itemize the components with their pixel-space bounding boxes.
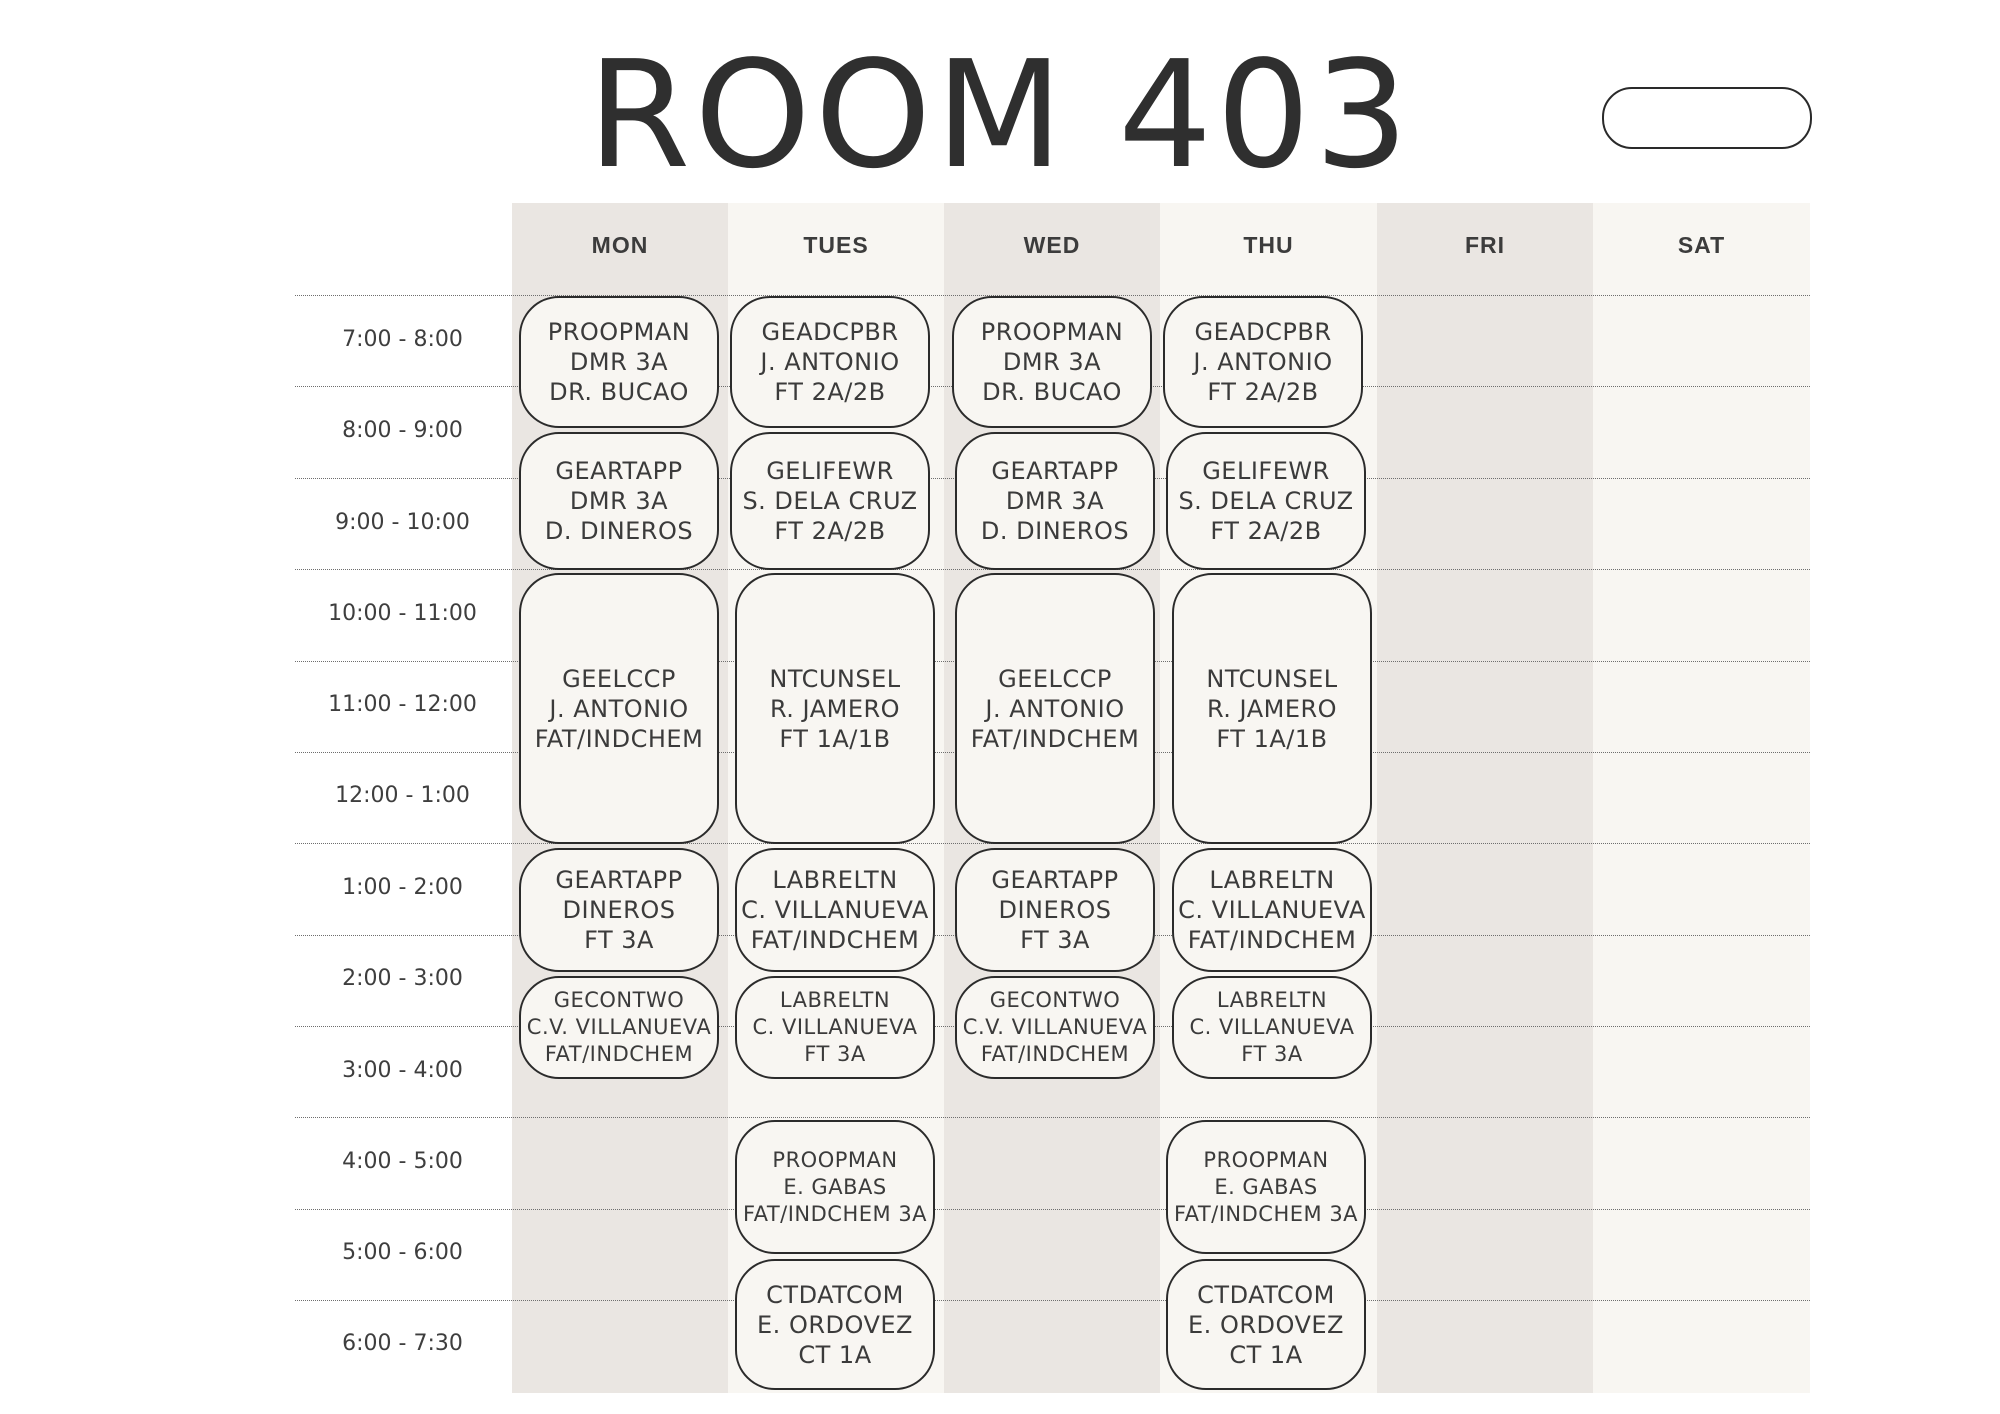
class-block-tues-0200[interactable] (735, 976, 935, 1079)
title-pill-box (1602, 87, 1812, 149)
class-line-3: FAT/INDCHEM 3A (1173, 1201, 1359, 1226)
class-line-3: DR. BUCAO (549, 378, 689, 406)
class-line-2: C. VILLANUEVA (1189, 1015, 1355, 1039)
time-label: 4:00 - 5:00 (342, 1149, 463, 1174)
class-line-3: D. DINEROS (980, 517, 1130, 545)
time-label: 3:00 - 4:00 (342, 1058, 463, 1083)
day-column-fri (1377, 203, 1593, 1393)
class-line-3: DR. BUCAO (982, 378, 1122, 406)
class-block-wed-0800[interactable] (955, 432, 1155, 570)
class-subject: GEELCCP (998, 664, 1112, 693)
class-block-thu-0800[interactable] (1166, 432, 1366, 570)
page-title: ROOM 403 (587, 29, 1413, 201)
class-line-3: FT 2A/2B (774, 517, 886, 545)
class-block-mon-0200[interactable] (519, 976, 719, 1079)
time-label: 12:00 - 1:00 (335, 783, 470, 808)
class-block-mon-0800[interactable] (519, 432, 719, 570)
class-line-2: E. GABAS (783, 1174, 887, 1199)
class-subject: NTCUNSEL (769, 664, 901, 693)
class-line-3: FT 3A (584, 926, 654, 954)
time-label: 9:00 - 10:00 (335, 510, 470, 535)
class-block-thu-0400[interactable] (1166, 1120, 1366, 1254)
class-line-3: FT 3A (1241, 1042, 1303, 1066)
class-line-3: FT 1A/1B (1216, 724, 1328, 753)
class-line-3: CT 1A (1229, 1340, 1303, 1369)
class-subject: GECONTWO (989, 988, 1121, 1012)
class-block-wed-1000[interactable] (955, 573, 1155, 844)
day-column-sat (1593, 203, 1810, 1393)
class-subject: PROOPMAN (1203, 1147, 1329, 1172)
class-line-2: E. ORDOVEZ (1188, 1310, 1344, 1339)
class-block-tues-1000[interactable] (735, 573, 935, 844)
class-line-3: FAT/INDCHEM (980, 1042, 1130, 1066)
class-block-thu-0100[interactable] (1172, 848, 1372, 972)
class-subject: GEARTAPP (555, 866, 683, 894)
grid-line (295, 1117, 1810, 1118)
day-header: FRI (1464, 232, 1506, 258)
class-line-3: D. DINEROS (544, 517, 694, 545)
class-line-3: FAT/INDCHEM (534, 724, 704, 753)
class-line-3: FAT/INDCHEM (1187, 926, 1357, 954)
class-line-3: FT 1A/1B (779, 724, 891, 753)
class-block-tues-0700[interactable] (730, 296, 930, 428)
class-subject: GELIFEWR (766, 457, 894, 485)
day-header: THU (1243, 232, 1294, 258)
class-block-mon-1000[interactable] (519, 573, 719, 844)
day-header: WED (1023, 232, 1081, 258)
class-subject: PROOPMAN (547, 318, 691, 346)
class-line-2: R. JAMERO (769, 694, 901, 723)
class-block-wed-0100[interactable] (955, 848, 1155, 972)
class-block-thu-0200[interactable] (1172, 976, 1372, 1079)
class-line-2: J. ANTONIO (549, 694, 689, 723)
class-line-2: C.V. VILLANUEVA (962, 1015, 1148, 1039)
class-subject: GEELCCP (562, 664, 676, 693)
class-line-3: FAT/INDCHEM 3A (742, 1201, 928, 1226)
class-subject: GEADCPBR (1194, 318, 1332, 346)
class-block-thu-0500[interactable] (1166, 1259, 1366, 1390)
class-subject: GEADCPBR (761, 318, 899, 346)
class-block-wed-0700[interactable] (952, 296, 1152, 428)
class-line-2: DINEROS (998, 896, 1112, 924)
class-line-3: FAT/INDCHEM (970, 724, 1140, 753)
time-label: 7:00 - 8:00 (342, 327, 463, 352)
class-block-thu-0700[interactable] (1163, 296, 1363, 428)
class-block-tues-0800[interactable] (730, 432, 930, 570)
day-header: MON (591, 232, 649, 258)
time-label: 1:00 - 2:00 (342, 875, 463, 900)
class-line-2: J. ANTONIO (985, 694, 1125, 723)
time-label: 2:00 - 3:00 (342, 966, 463, 991)
class-line-2: DINEROS (562, 896, 676, 924)
class-block-mon-0700[interactable] (519, 296, 719, 428)
class-subject: GEARTAPP (991, 457, 1119, 485)
class-subject: PROOPMAN (980, 318, 1124, 346)
class-subject: GELIFEWR (1202, 457, 1330, 485)
class-line-3: FT 2A/2B (1207, 378, 1319, 406)
class-line-2: DMR 3A (569, 487, 669, 515)
time-label: 5:00 - 6:00 (342, 1240, 463, 1265)
class-line-3: FT 2A/2B (1210, 517, 1322, 545)
class-subject: CTDATCOM (766, 1280, 904, 1309)
class-subject: LABRELTN (779, 988, 891, 1012)
class-line-3: FT 2A/2B (774, 378, 886, 406)
class-line-3: FT 3A (1020, 926, 1090, 954)
class-block-tues-0500[interactable] (735, 1259, 935, 1390)
class-subject: GEARTAPP (555, 457, 683, 485)
class-line-2: S. DELA CRUZ (742, 487, 918, 515)
grid-line (295, 1300, 1810, 1301)
class-line-2: C. VILLANUEVA (1178, 896, 1366, 924)
class-line-3: CT 1A (798, 1340, 872, 1369)
class-line-3: FT 3A (804, 1042, 866, 1066)
class-subject: PROOPMAN (772, 1147, 898, 1172)
time-label: 6:00 - 7:30 (342, 1331, 463, 1356)
class-line-2: C. VILLANUEVA (752, 1015, 918, 1039)
class-block-mon-0100[interactable] (519, 848, 719, 972)
time-label: 11:00 - 12:00 (328, 692, 477, 717)
class-subject: NTCUNSEL (1206, 664, 1338, 693)
class-line-2: S. DELA CRUZ (1178, 487, 1354, 515)
class-line-2: C.V. VILLANUEVA (526, 1015, 712, 1039)
class-line-3: FAT/INDCHEM (544, 1042, 694, 1066)
class-line-2: DMR 3A (569, 348, 669, 376)
grid-line (295, 1209, 1810, 1210)
class-line-2: DMR 3A (1005, 487, 1105, 515)
day-header: TUES (803, 232, 869, 258)
class-line-3: FAT/INDCHEM (750, 926, 920, 954)
class-subject: GEARTAPP (991, 866, 1119, 894)
class-block-tues-0400[interactable] (735, 1120, 935, 1254)
class-line-2: E. GABAS (1214, 1174, 1318, 1199)
day-header: SAT (1677, 232, 1726, 258)
class-subject: LABRELTN (1216, 988, 1328, 1012)
class-line-2: J. ANTONIO (760, 348, 900, 376)
class-subject: LABRELTN (1209, 866, 1335, 894)
class-line-2: DMR 3A (1002, 348, 1102, 376)
class-subject: LABRELTN (772, 866, 898, 894)
time-label: 8:00 - 9:00 (342, 418, 463, 443)
class-line-2: R. JAMERO (1206, 694, 1338, 723)
class-subject: CTDATCOM (1197, 1280, 1335, 1309)
class-block-thu-1000[interactable] (1172, 573, 1372, 844)
class-subject: GECONTWO (553, 988, 685, 1012)
class-line-2: C. VILLANUEVA (741, 896, 929, 924)
time-label: 10:00 - 11:00 (328, 601, 477, 626)
class-block-tues-0100[interactable] (735, 848, 935, 972)
class-line-2: J. ANTONIO (1193, 348, 1333, 376)
class-line-2: E. ORDOVEZ (757, 1310, 913, 1339)
class-block-wed-0200[interactable] (955, 976, 1155, 1079)
